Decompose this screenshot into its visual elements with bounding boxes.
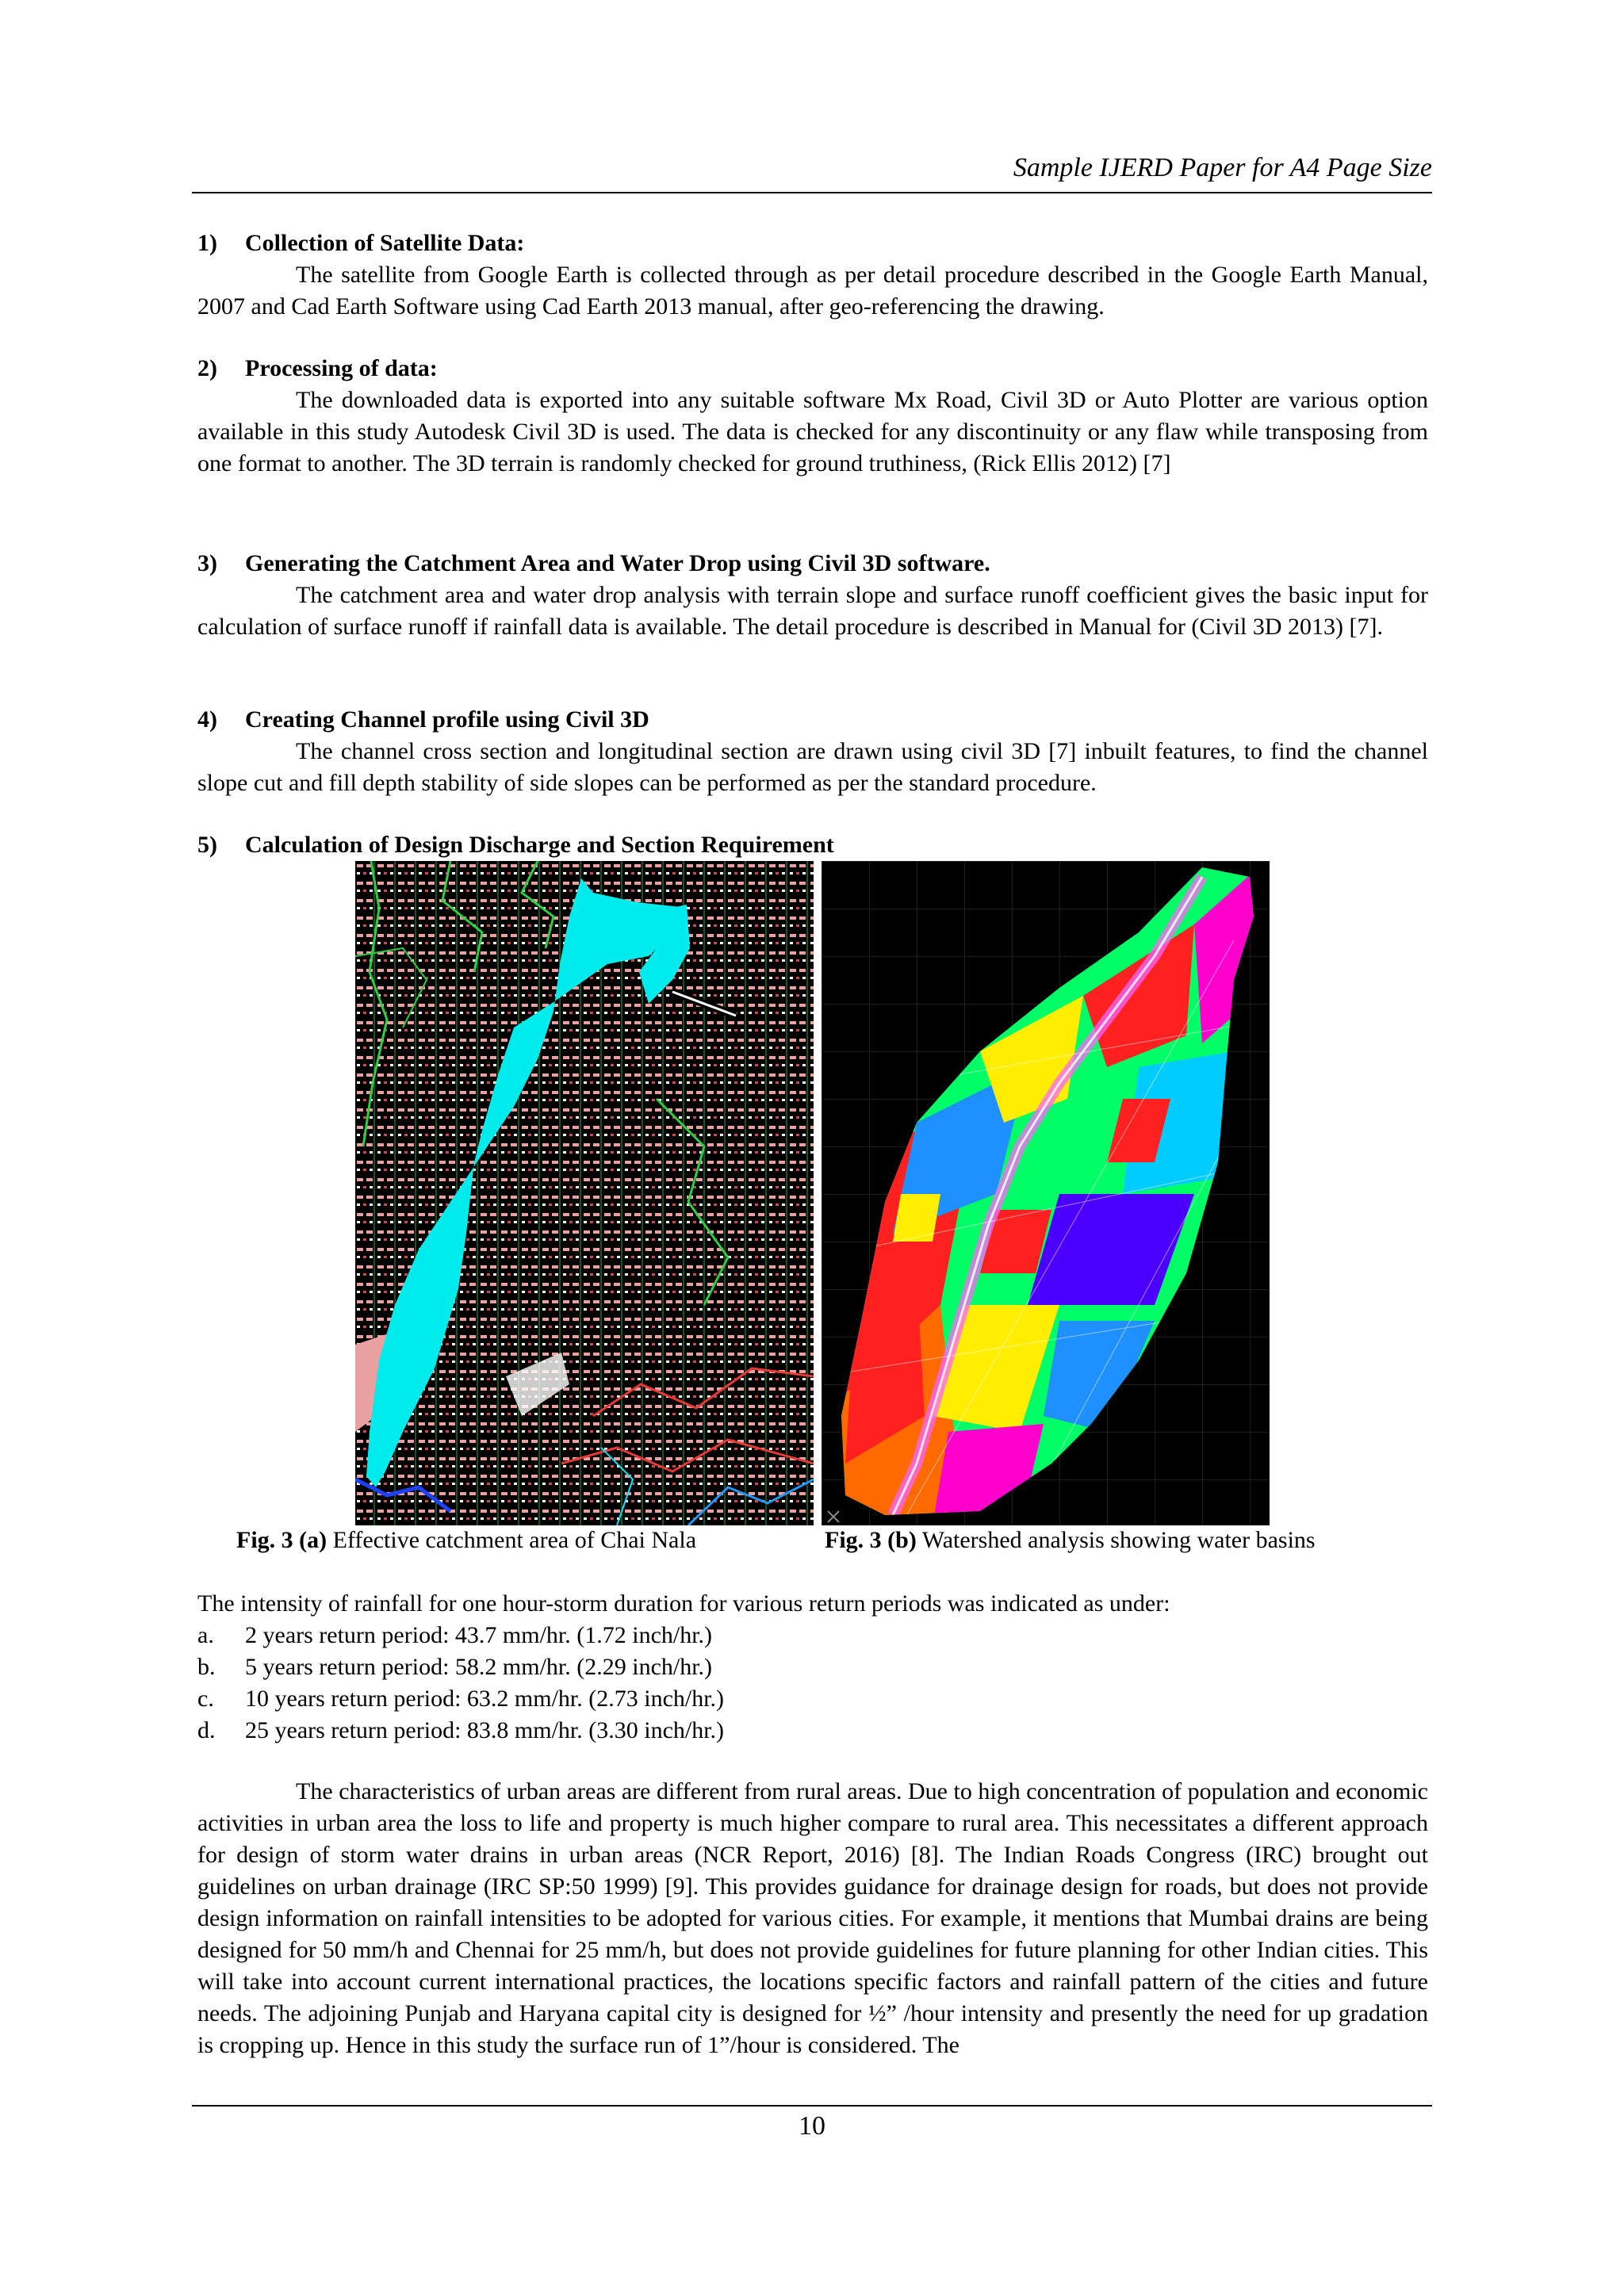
header-rule <box>192 192 1432 193</box>
section-body: The channel cross section and longitudinal section are drawn using civil 3D [7] inbuilt features, to find the channel slope cut and fill depth stability of side slopes can be performed as per the standard procedure. <box>197 738 1428 796</box>
figure-3b-watershed-map <box>822 861 1270 1525</box>
rainfall-intensity-block <box>197 1588 1428 1747</box>
figure-caption-text: Effective catchment area of Chai Nala <box>332 1527 697 1553</box>
section-2 <box>197 353 1428 480</box>
section-heading <box>197 353 1428 385</box>
section-body: The satellite from Google Earth is collected through as per detail procedure described in the Google Earth Manual, 2007 and Cad Earth Software using Cad Earth 2013 manual, after geo-referencing the drawing. <box>197 262 1428 320</box>
section-heading <box>197 829 1428 861</box>
list-label: a. <box>197 1622 214 1648</box>
section-title: Creating Channel profile using Civil 3D <box>245 706 649 733</box>
section-number: 5) <box>197 832 217 858</box>
section-number: 2) <box>197 355 217 381</box>
catchment-map-image <box>355 861 814 1525</box>
list-text: 25 years return period: 83.8 mm/hr. (3.30 inch/hr.) <box>245 1717 725 1743</box>
section-heading <box>197 548 1428 580</box>
section-title: Calculation of Design Discharge and Section Requirement <box>245 832 834 858</box>
urban-drainage-paragraph <box>197 1776 1428 2061</box>
figure-label: Fig. 3 (b) <box>825 1527 917 1553</box>
list-label: d. <box>197 1717 216 1743</box>
section-number: 4) <box>197 706 217 733</box>
section-number: 1) <box>197 230 217 256</box>
figure-3a-catchment-map <box>355 861 814 1525</box>
footer-rule <box>192 2105 1432 2107</box>
page-number: 10 <box>799 2111 825 2141</box>
watershed-map-image <box>822 861 1270 1525</box>
section-number: 3) <box>197 550 217 576</box>
section-body: The catchment area and water drop analysis with terrain slope and surface runoff coefficient gives the basic input for calculation of surface runoff if rainfall data is available. The detail procedure is described in Manual for (Civil 3D 2013) [7]. <box>197 582 1428 640</box>
figure-caption-text: Watershed analysis showing water basins <box>921 1527 1316 1553</box>
running-header: Sample IJERD Paper for A4 Page Size <box>1013 153 1432 182</box>
section-title: Collection of Satellite Data: <box>245 230 525 256</box>
section-heading <box>197 704 1428 736</box>
section-title: Generating the Catchment Area and Water Drop using Civil 3D software. <box>245 550 990 576</box>
section-1 <box>197 228 1428 323</box>
figure-label: Fig. 3 (a) <box>236 1527 327 1553</box>
list-item <box>197 1715 1428 1747</box>
list-item <box>197 1683 1428 1715</box>
section-heading <box>197 228 1428 259</box>
list-label: b. <box>197 1654 216 1680</box>
section-5 <box>197 829 1428 861</box>
figure-3b-caption <box>825 1525 1316 1556</box>
list-text: 10 years return period: 63.2 mm/hr. (2.73 inch/hr.) <box>245 1686 725 1712</box>
paragraph-text: The characteristics of urban areas are different from rural areas. Due to high concentration of population and economic activities in urban area the loss to life and property is much higher compare to rural area. This necessitates a different approach for design of storm water drains in urban areas (NCR Report, 2016) [8]. The Indian Roads Congress (IRC) brought out guidelines on urban drainage (IRC SP:50 1999) [9]. This provides guidance for drainage design for roads, but does not provide design information on rainfall intensities to be adopted for various cities. For example, it mentions that Mumbai drains are being designed for 50 mm/h and Chennai for 25 mm/h, but does not provide guidelines for future planning for other Indian cities. This will take into account current international practices, the locations specific factors and rainfall pattern of the cities and future needs. The adjoining Punjab and Haryana capital city is designed for ½” /hour intensity and presently the need for up gradation is cropping up. Hence in this study the surface run of 1”/hour is considered. The <box>197 1778 1428 2058</box>
list-item <box>197 1651 1428 1683</box>
figure-3a-caption <box>236 1525 696 1556</box>
list-text: 2 years return period: 43.7 mm/hr. (1.72 inch/hr.) <box>245 1622 713 1648</box>
section-body: The downloaded data is exported into any suitable software Mx Road, Civil 3D or Auto Plotter are various option available in this study Autodesk Civil 3D is used. The data is checked for any discontinuity or any flaw while transposing from one format to another. The 3D terrain is randomly checked for ground truthiness, (Rick Ellis 2012) [7] <box>197 387 1428 476</box>
section-3 <box>197 548 1428 643</box>
rainfall-intro: The intensity of rainfall for one hour-storm duration for various return periods was indicated as under: <box>197 1590 1170 1617</box>
section-title: Processing of data: <box>245 355 438 381</box>
list-text: 5 years return period: 58.2 mm/hr. (2.29 inch/hr.) <box>245 1654 713 1680</box>
section-4 <box>197 704 1428 799</box>
list-item <box>197 1620 1428 1651</box>
list-label: c. <box>197 1686 214 1712</box>
